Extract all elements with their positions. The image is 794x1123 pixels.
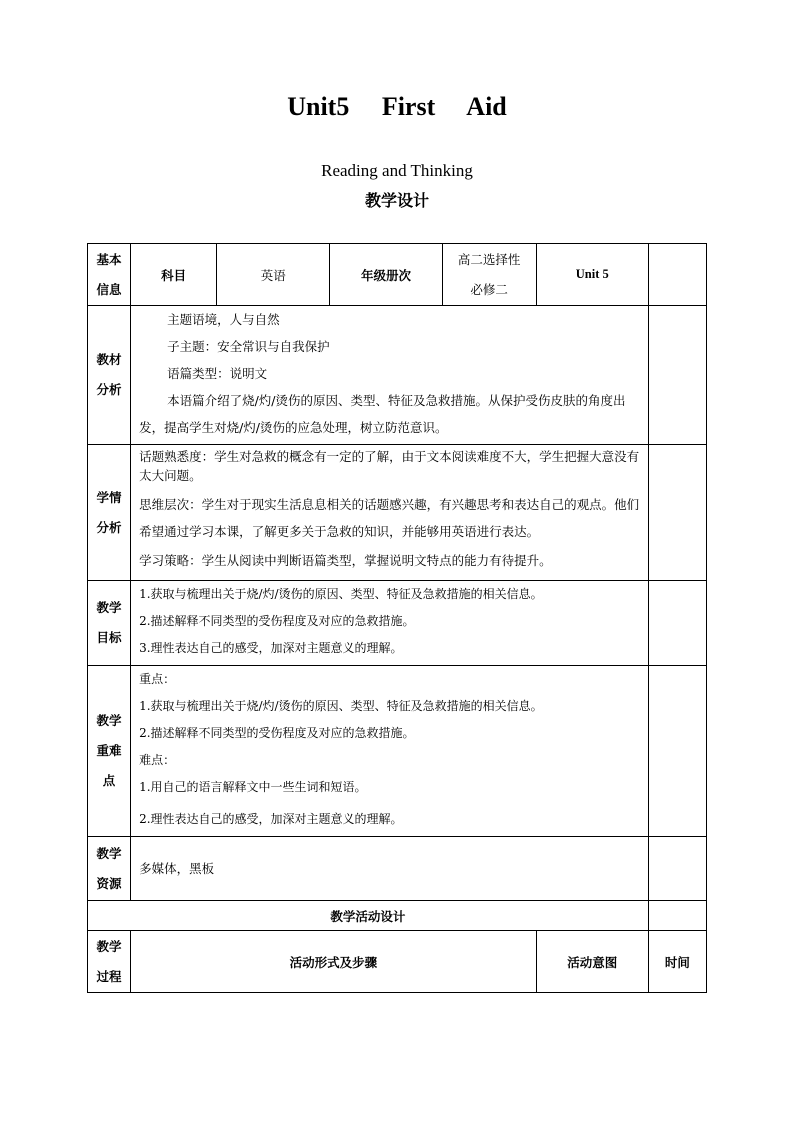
key-point-line: 1.获取与梳理出关于烧/灼/烫伤的原因、类型、特征及急救措施的相关信息。	[139, 699, 543, 713]
student-analysis-label	[88, 445, 131, 581]
key-point-line: 难点：	[139, 753, 176, 767]
key-points-label	[88, 666, 131, 837]
material-analysis-label	[88, 306, 131, 445]
empty-cell	[648, 837, 706, 901]
resources-row	[88, 837, 707, 901]
basic-info-label-text: 基本信息	[96, 251, 122, 297]
material-analysis-content	[131, 306, 649, 445]
key-points-label-text: 教学重难点	[96, 713, 122, 788]
document-title: Unit5 First Aid	[287, 92, 507, 121]
activity-design-heading: 教学活动设计	[88, 901, 649, 931]
process-label	[88, 931, 131, 993]
grade-value	[442, 244, 536, 306]
student-analysis-content	[131, 445, 649, 581]
objective-line: 1.获取与梳理出关于烧/灼/烫伤的原因、类型、特征及急救措施的相关信息。	[139, 587, 543, 601]
material-analysis-label-text: 教材分析	[96, 352, 122, 397]
process-label-text: 教学过程	[96, 938, 122, 984]
objective-line: 2.描述解释不同类型的受伤程度及对应的急救措施。	[139, 614, 415, 628]
basic-info-label	[88, 244, 131, 306]
objectives-label	[88, 581, 131, 666]
steps-column-header: 活动形式及步骤	[131, 931, 537, 993]
empty-cell	[648, 666, 706, 837]
material-analysis-row	[88, 306, 707, 445]
basic-info-row	[88, 244, 707, 306]
empty-cell	[648, 901, 706, 931]
student-analysis-row	[88, 445, 707, 581]
empty-cell	[648, 306, 706, 445]
resources-label-text: 教学资源	[96, 845, 122, 891]
objective-line: 3.理性表达自己的感受，加深对主题意义的理解。	[139, 641, 403, 655]
key-point-line: 重点：	[139, 672, 176, 686]
subject-label: 科目	[131, 244, 217, 306]
material-line: 语篇类型：说明文	[167, 366, 268, 381]
material-line: 子主题：安全常识与自我保护	[167, 339, 330, 354]
objectives-row	[88, 581, 707, 666]
key-points-row	[88, 666, 707, 837]
intent-column-header: 活动意图	[536, 931, 648, 993]
key-points-content	[131, 666, 649, 837]
student-line: 思维层次：学生对于现实生活息息相关的话题感兴趣，有兴趣思考和表达自己的观点。他们希望通过学习本课，了解更多关于急救的知识，并能够用英语进行表达。	[139, 497, 640, 539]
document-subtitle: Reading and Thinking	[321, 161, 473, 180]
objectives-label-text: 教学目标	[96, 600, 122, 645]
student-analysis-label-text: 学情分析	[96, 489, 122, 535]
empty-cell	[648, 244, 706, 306]
resources-label	[88, 837, 131, 901]
student-line: 话题熟悉度：学生对急救的概念有一定的了解，由于文本阅读难度不大，学生把握大意没有太大问题。	[139, 449, 640, 483]
lesson-plan-table	[87, 243, 707, 993]
subject-value: 英语	[217, 244, 330, 306]
empty-cell	[648, 445, 706, 581]
grade-value-text: 高二选择性必修二	[457, 251, 521, 297]
material-line: 主题语境，人与自然	[167, 312, 280, 327]
document-heading: 教学设计	[364, 191, 429, 210]
grade-label: 年级册次	[330, 244, 442, 306]
time-column-header: 时间	[648, 931, 706, 993]
process-header-row	[88, 931, 707, 993]
material-line: 本语篇介绍了烧/灼/烫伤的原因、类型、特征及急救措施。从保护受伤皮肤的角度出发，提高学生对烧/灼/烫伤的应急处理，树立防范意识。	[139, 393, 626, 435]
key-point-line: 2.描述解释不同类型的受伤程度及对应的急救措施。	[139, 726, 415, 740]
unit-value: Unit 5	[536, 244, 648, 306]
resources-value: 多媒体，黑板	[139, 860, 215, 876]
empty-cell	[648, 581, 706, 666]
key-point-line: 1.用自己的语言解释文中一些生词和短语。	[139, 780, 367, 794]
resources-content	[131, 837, 649, 901]
key-point-line: 2.理性表达自己的感受，加深对主题意义的理解。	[139, 812, 403, 826]
student-line: 学习策略：学生从阅读中判断语篇类型，掌握说明文特点的能力有待提升。	[139, 553, 552, 568]
objectives-content	[131, 581, 649, 666]
activity-design-row	[88, 901, 707, 931]
